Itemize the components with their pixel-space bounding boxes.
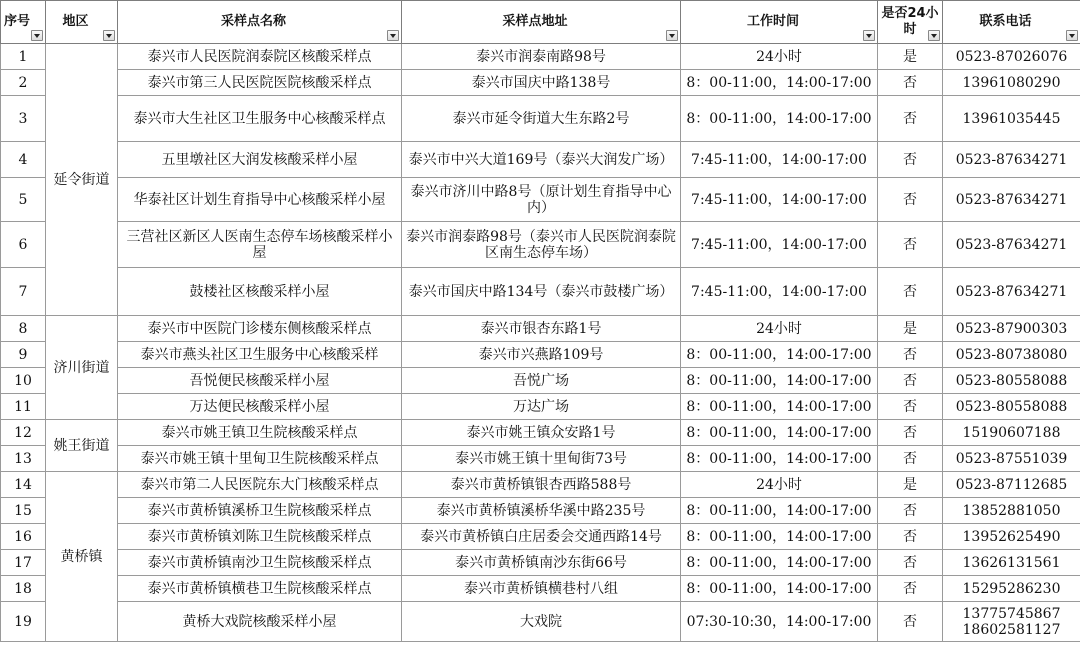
cell-address[interactable]: 吾悦广场 bbox=[402, 368, 681, 394]
cell-is24[interactable]: 否 bbox=[878, 602, 943, 642]
cell-region[interactable]: 黄桥镇 bbox=[46, 472, 118, 642]
cell-address[interactable]: 泰兴市国庆中路138号 bbox=[402, 70, 681, 96]
cell-address[interactable]: 万达广场 bbox=[402, 394, 681, 420]
cell-is24[interactable]: 否 bbox=[878, 576, 943, 602]
cell-name[interactable]: 鼓楼社区核酸采样小屋 bbox=[118, 268, 402, 316]
cell-phone[interactable]: 0523-80738080 bbox=[943, 342, 1080, 368]
header-is24-label: 是否24小时 bbox=[881, 6, 939, 37]
cell-is24[interactable]: 否 bbox=[878, 420, 943, 446]
cell-address[interactable]: 大戏院 bbox=[402, 602, 681, 642]
cell-seq[interactable]: 1 bbox=[1, 44, 46, 70]
cell-phone[interactable]: 0523-87634271 bbox=[943, 222, 1080, 268]
cell-phone[interactable]: 13626131561 bbox=[943, 550, 1080, 576]
cell-seq[interactable]: 2 bbox=[1, 70, 46, 96]
cell-address[interactable]: 泰兴市兴燕路109号 bbox=[402, 342, 681, 368]
cell-name[interactable]: 泰兴市姚王镇十里甸卫生院核酸采样点 bbox=[118, 446, 402, 472]
cell-phone[interactable]: 0523-87551039 bbox=[943, 446, 1080, 472]
cell-address[interactable]: 泰兴市润泰路98号（泰兴市人民医院润泰院区南生态停车场） bbox=[402, 222, 681, 268]
cell-seq[interactable]: 11 bbox=[1, 394, 46, 420]
cell-seq[interactable]: 6 bbox=[1, 222, 46, 268]
filter-dropdown-icon[interactable] bbox=[928, 30, 940, 41]
table-row bbox=[1, 70, 1080, 96]
cell-hours[interactable]: 8：00-11:00，14:00-17:00 bbox=[681, 576, 878, 602]
table-row bbox=[1, 524, 1080, 550]
cell-name[interactable]: 泰兴市黄桥镇刘陈卫生院核酸采样点 bbox=[118, 524, 402, 550]
cell-name[interactable]: 吾悦便民核酸采样小屋 bbox=[118, 368, 402, 394]
cell-hours[interactable]: 8：00-11:00，14:00-17:00 bbox=[681, 550, 878, 576]
header-region bbox=[46, 1, 118, 44]
cell-hours[interactable]: 8：00-11:00，14:00-17:00 bbox=[681, 498, 878, 524]
cell-seq[interactable]: 7 bbox=[1, 268, 46, 316]
cell-hours[interactable]: 24小时 bbox=[681, 472, 878, 498]
cell-address[interactable]: 泰兴市黄桥镇南沙东街66号 bbox=[402, 550, 681, 576]
cell-is24[interactable]: 否 bbox=[878, 178, 943, 222]
header-hours bbox=[681, 1, 878, 44]
cell-seq[interactable]: 12 bbox=[1, 420, 46, 446]
table-row bbox=[1, 342, 1080, 368]
cell-address[interactable]: 泰兴市润泰南路98号 bbox=[402, 44, 681, 70]
cell-name[interactable]: 泰兴市人民医院润泰院区核酸采样点 bbox=[118, 44, 402, 70]
cell-hours[interactable]: 7:45-11:00，14:00-17:00 bbox=[681, 268, 878, 316]
cell-phone[interactable]: 0523-87112685 bbox=[943, 472, 1080, 498]
cell-address[interactable]: 泰兴市黄桥镇银杏西路588号 bbox=[402, 472, 681, 498]
cell-phone[interactable]: 0523-87900303 bbox=[943, 316, 1080, 342]
cell-is24[interactable]: 否 bbox=[878, 498, 943, 524]
table-row bbox=[1, 316, 1080, 342]
cell-is24[interactable]: 是 bbox=[878, 44, 943, 70]
cell-seq[interactable]: 19 bbox=[1, 602, 46, 642]
table-row bbox=[1, 268, 1080, 316]
cell-seq[interactable]: 10 bbox=[1, 368, 46, 394]
header-phone-label: 联系电话 bbox=[979, 14, 1032, 29]
cell-seq[interactable]: 13 bbox=[1, 446, 46, 472]
cell-address[interactable]: 泰兴市银杏东路1号 bbox=[402, 316, 681, 342]
header-is24 bbox=[878, 1, 943, 44]
cell-region[interactable]: 延令街道 bbox=[46, 44, 118, 316]
filter-dropdown-icon[interactable] bbox=[1066, 30, 1078, 41]
header-address-label: 采样点地址 bbox=[502, 14, 568, 29]
cell-is24[interactable]: 否 bbox=[878, 446, 943, 472]
cell-seq[interactable]: 14 bbox=[1, 472, 46, 498]
cell-address[interactable]: 泰兴市姚王镇十里甸街73号 bbox=[402, 446, 681, 472]
cell-seq[interactable]: 3 bbox=[1, 96, 46, 142]
cell-phone[interactable]: 0523-80558088 bbox=[943, 394, 1080, 420]
cell-region[interactable]: 济川街道 bbox=[46, 316, 118, 420]
cell-is24[interactable]: 是 bbox=[878, 472, 943, 498]
cell-address[interactable]: 泰兴市黄桥镇溪桥华溪中路235号 bbox=[402, 498, 681, 524]
cell-seq[interactable]: 8 bbox=[1, 316, 46, 342]
cell-phone[interactable]: 0523-87634271 bbox=[943, 178, 1080, 222]
cell-address[interactable]: 泰兴市中兴大道169号（泰兴大润发广场） bbox=[402, 142, 681, 178]
cell-phone[interactable]: 0523-87634271 bbox=[943, 142, 1080, 178]
cell-name[interactable]: 泰兴市黄桥镇南沙卫生院核酸采样点 bbox=[118, 550, 402, 576]
table-row bbox=[1, 368, 1080, 394]
cell-seq[interactable]: 15 bbox=[1, 498, 46, 524]
header-seq bbox=[1, 1, 46, 44]
table-row bbox=[1, 420, 1080, 446]
cell-phone[interactable]: 13852881050 bbox=[943, 498, 1080, 524]
cell-name[interactable]: 泰兴市燕头社区卫生服务中心核酸采样 bbox=[118, 342, 402, 368]
cell-phone[interactable]: 13961080290 bbox=[943, 70, 1080, 96]
table-row bbox=[1, 44, 1080, 70]
cell-hours[interactable]: 8：00-11:00，14:00-17:00 bbox=[681, 368, 878, 394]
cell-hours[interactable]: 8：00-11:00，14:00-17:00 bbox=[681, 420, 878, 446]
cell-is24[interactable]: 否 bbox=[878, 268, 943, 316]
cell-phone[interactable]: 13775745867 18602581127 bbox=[943, 602, 1080, 642]
cell-seq[interactable]: 18 bbox=[1, 576, 46, 602]
cell-name[interactable]: 黄桥大戏院核酸采样小屋 bbox=[118, 602, 402, 642]
cell-hours[interactable]: 8：00-11:00，14:00-17:00 bbox=[681, 70, 878, 96]
cell-is24[interactable]: 否 bbox=[878, 342, 943, 368]
cell-hours[interactable]: 24小时 bbox=[681, 316, 878, 342]
cell-hours[interactable]: 07:30-10:30，14:00-17:00 bbox=[681, 602, 878, 642]
filter-dropdown-icon[interactable] bbox=[387, 30, 399, 41]
cell-phone[interactable]: 0523-87026076 bbox=[943, 44, 1080, 70]
header-address bbox=[402, 1, 681, 44]
cell-is24[interactable]: 否 bbox=[878, 70, 943, 96]
cell-is24[interactable]: 否 bbox=[878, 550, 943, 576]
cell-address[interactable]: 泰兴市姚王镇众安路1号 bbox=[402, 420, 681, 446]
table-row bbox=[1, 394, 1080, 420]
cell-seq[interactable]: 5 bbox=[1, 178, 46, 222]
cell-is24[interactable]: 否 bbox=[878, 222, 943, 268]
filter-dropdown-icon[interactable] bbox=[103, 30, 115, 41]
filter-dropdown-icon[interactable] bbox=[666, 30, 678, 41]
cell-name[interactable]: 华泰社区计划生育指导中心核酸采样小屋 bbox=[118, 178, 402, 222]
cell-region[interactable]: 姚王街道 bbox=[46, 420, 118, 472]
header-row bbox=[1, 1, 1080, 44]
cell-name[interactable]: 三营社区新区人医南生态停车场核酸采样小屋 bbox=[118, 222, 402, 268]
cell-hours[interactable]: 7:45-11:00，14:00-17:00 bbox=[681, 178, 878, 222]
cell-name[interactable]: 泰兴市中医院门诊楼东侧核酸采样点 bbox=[118, 316, 402, 342]
cell-hours[interactable]: 8：00-11:00，14:00-17:00 bbox=[681, 394, 878, 420]
cell-name[interactable]: 泰兴市第二人民医院东大门核酸采样点 bbox=[118, 472, 402, 498]
table-row bbox=[1, 222, 1080, 268]
cell-name[interactable]: 泰兴市姚王镇卫生院核酸采样点 bbox=[118, 420, 402, 446]
cell-is24[interactable]: 否 bbox=[878, 142, 943, 178]
cell-address[interactable]: 泰兴市济川中路8号（原计划生育指导中心内） bbox=[402, 178, 681, 222]
cell-address[interactable]: 泰兴市延令街道大生东路2号 bbox=[402, 96, 681, 142]
cell-is24[interactable]: 否 bbox=[878, 96, 943, 142]
cell-hours[interactable]: 24小时 bbox=[681, 44, 878, 70]
cell-phone[interactable]: 13952625490 bbox=[943, 524, 1080, 550]
cell-phone[interactable]: 0523-80558088 bbox=[943, 368, 1080, 394]
cell-is24[interactable]: 否 bbox=[878, 524, 943, 550]
table-row bbox=[1, 446, 1080, 472]
cell-phone[interactable]: 15190607188 bbox=[943, 420, 1080, 446]
cell-hours[interactable]: 8：00-11:00，14:00-17:00 bbox=[681, 446, 878, 472]
table-row bbox=[1, 472, 1080, 498]
table-row bbox=[1, 550, 1080, 576]
header-region-label: 地区 bbox=[62, 14, 89, 29]
header-seq-label: 序号 bbox=[3, 14, 30, 29]
cell-address[interactable]: 泰兴市国庆中路134号（泰兴市鼓楼广场） bbox=[402, 268, 681, 316]
filter-dropdown-icon[interactable] bbox=[863, 30, 875, 41]
cell-name[interactable]: 泰兴市第三人民医院医院核酸采样点 bbox=[118, 70, 402, 96]
cell-name[interactable]: 泰兴市黄桥镇横巷卫生院核酸采样点 bbox=[118, 576, 402, 602]
cell-address[interactable]: 泰兴市黄桥镇横巷村八组 bbox=[402, 576, 681, 602]
cell-hours[interactable]: 8：00-11:00，14:00-17:00 bbox=[681, 96, 878, 142]
cell-hours[interactable]: 8：00-11:00，14:00-17:00 bbox=[681, 524, 878, 550]
cell-hours[interactable]: 7:45-11:00，14:00-17:00 bbox=[681, 142, 878, 178]
cell-seq[interactable]: 17 bbox=[1, 550, 46, 576]
cell-is24[interactable]: 否 bbox=[878, 394, 943, 420]
cell-phone[interactable]: 0523-87634271 bbox=[943, 268, 1080, 316]
cell-phone[interactable]: 13961035445 bbox=[943, 96, 1080, 142]
table-row bbox=[1, 142, 1080, 178]
cell-name[interactable]: 万达便民核酸采样小屋 bbox=[118, 394, 402, 420]
cell-hours[interactable]: 8：00-11:00，14:00-17:00 bbox=[681, 342, 878, 368]
table-row bbox=[1, 576, 1080, 602]
cell-seq[interactable]: 16 bbox=[1, 524, 46, 550]
header-name-label: 采样点名称 bbox=[220, 14, 286, 29]
header-hours-label: 工作时间 bbox=[746, 14, 799, 29]
cell-seq[interactable]: 9 bbox=[1, 342, 46, 368]
cell-is24[interactable]: 否 bbox=[878, 368, 943, 394]
header-phone bbox=[943, 1, 1080, 44]
cell-hours[interactable]: 7:45-11:00，14:00-17:00 bbox=[681, 222, 878, 268]
table-row bbox=[1, 498, 1080, 524]
cell-name[interactable]: 泰兴市黄桥镇溪桥卫生院核酸采样点 bbox=[118, 498, 402, 524]
cell-address[interactable]: 泰兴市黄桥镇白庄居委会交通西路14号 bbox=[402, 524, 681, 550]
filter-dropdown-icon[interactable] bbox=[31, 30, 43, 41]
cell-is24[interactable]: 是 bbox=[878, 316, 943, 342]
cell-name[interactable]: 五里墩社区大润发核酸采样小屋 bbox=[118, 142, 402, 178]
cell-name[interactable]: 泰兴市大生社区卫生服务中心核酸采样点 bbox=[118, 96, 402, 142]
header-name bbox=[118, 1, 402, 44]
table-row bbox=[1, 178, 1080, 222]
cell-seq[interactable]: 4 bbox=[1, 142, 46, 178]
table-row bbox=[1, 96, 1080, 142]
cell-phone[interactable]: 15295286230 bbox=[943, 576, 1080, 602]
table-row bbox=[1, 602, 1080, 642]
